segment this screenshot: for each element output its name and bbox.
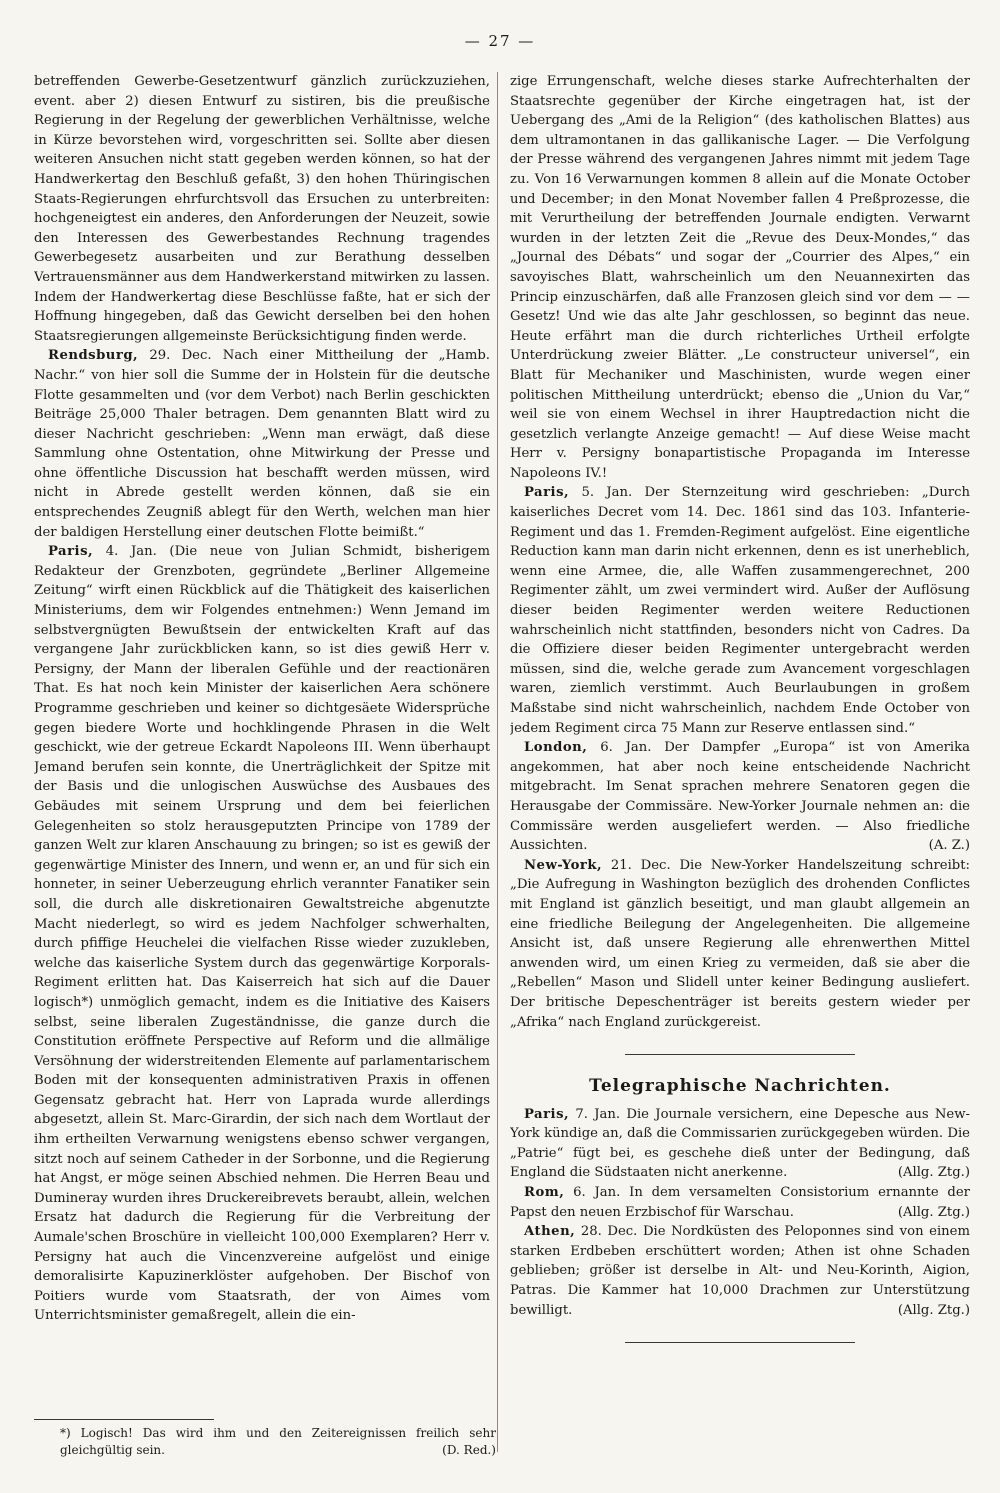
- dateline: New-York,: [524, 857, 603, 873]
- dateline: Paris,: [48, 544, 94, 560]
- article-rendsburg: [34, 346, 490, 542]
- dateline: Paris,: [524, 485, 570, 501]
- source-attribution: (Allg. Ztg.): [897, 1302, 970, 1318]
- left-column: [34, 72, 490, 1432]
- right-column: [510, 72, 970, 1432]
- telegram-athen: [510, 1222, 970, 1320]
- source-attribution: (A. Z.): [928, 838, 970, 854]
- footnote-source: (D. Red.): [442, 1443, 496, 1457]
- footnote-text: *) Logisch! Das wird ihm und den Zeitereignissen freilich sehr gleichgültig sein.: [60, 1426, 496, 1457]
- end-divider: [625, 1342, 855, 1343]
- article-new-york: [510, 856, 970, 1032]
- footnote: [60, 1425, 496, 1459]
- telegram-rom: [510, 1183, 970, 1222]
- article-paris-5-jan: [510, 483, 970, 738]
- article-text: 6. Jan. In dem versamelten Consistorium ernannte der Papst den neuen Erzbischof für Warschau.: [510, 1185, 970, 1220]
- section-title: Telegraphische Nachrichten.: [589, 1076, 891, 1097]
- dateline: Athen,: [524, 1224, 576, 1240]
- source-attribution: (Allg. Ztg.): [897, 1165, 970, 1181]
- article-text: 4. Jan. (Die neue von Julian Schmidt, bisherigem Redakteur der Grenzboten, gegründete „Berliner Allgemeine Zeitung“ wirft einen Rückblick auf die Thätigkeit des kaiserlichen Ministeriums, dem wir Folgendes entnehmen:) Wenn Jemand im selbstvergnügten Bewußtsein der entwickelten Kraft auf das vergangene Jahr zurückblicken kann, so ist dies gewiß Herr v. Persigny, der Mann der liberalen Gefühle und der reactionären That. Es hat noch kein Minister der kaiserlichen Aera schönere Programme geschrieben und keiner so dichtgesäete Widersprüche gegen biedere Worte und hochklingende Phrasen in die Welt geschickt, wie der getreue Eckardt Napoleons III. Wenn überhaupt Jemand berufen sein konnte, die Unerträglichkeit der Spitze mit der Basis und die unlogischen Auswüchse des Ausbaues des Gebäudes mit seinem Ursprung und dem bei feierlichen Gelegenheiten so stolz herausgeputzten Principe von 1789 der ganzen Welt zur klaren Anschauung zu bringen; so ist es gewiß der gegenwärtige Minister des Innern, und wenn er, an und für sich ein honneter, in seiner Ueberzeugung ehrlich verannter Fanatiker sein soll, die durch alle diskretionairen Gewaltstreiche abgenutzte Macht niederlegt, so wird es jedem Nachfolger schwerhalten, durch pfiffige Heuchelei die vielfachen Risse wieder zuzukleben, welche das kaiserliche System durch das gegenwärtige Korporals-Regiment erlitten hat. Das Kaiserreich hat sich auf die Dauer logisch*) unmöglich gemacht, indem es die Initiative des Kaisers selbst, seine liberalen Zugeständnisse, die ganze durch die Constitution eröffnete Perspective auf Reform und die allmälige Versöhnung der widerstreitenden Elemente auf parlamentarischem Boden mit der konsequenten administrativen Praxis in offenen Gegensatz gebracht hat. Herr von Laprada wurde allerdings abgesetzt, allein St. Marc-Girardin, der sich nach dem Wortlaut der ihm ertheilten Verwarnung wenigstens ebenso schwer vergangen, sitzt noch auf seinem Catheder in der Sorbonne, und die Regierung hat Angst, er möge seinen Abschied nehmen. Die Herren Beau und Dumineray wurden ihres Druckereibrevets beraubt, allein, welchen Ersatz hat dadurch die Regierung für die Verbreitung der Aumale'schen Broschüre in vielleicht 100,000 Exemplaren? Herr v. Persigny hat auch die Vincenzvereine aufgelöst und einige demoralisirte Kapuzinerklöster aufgehoben. Der Bischof von Poitiers wurde vom Staatsrath, der von Aimes vom Unterrichtsminister gemaßregelt, allein die ein-: [34, 544, 490, 1324]
- article-text: 5. Jan. Der Sternzeitung wird geschrieben: „Durch kaiserliches Decret vom 14. Dec. 1861 sind das 103. Infanterie-Regiment und das 1. Fremden-Regiment aufgelöst. Eine eigentliche Reduction kann man darin nicht erkennen, denn es ist unerheblich, wenn eine Armee, die, alle Waffen zusammengerechnet, 200 Regimenter zählt, um zwei vermindert wird. Außer der Auflösung dieser beiden Regimenter werden weitere Reductionen wahrscheinlich nicht stattfinden, besonders nicht von Cadres. Da die Offiziere dieser beiden Regimenter untergebracht werden müssen, sind die, welche gerade zum Avancement vorgeschlagen waren, ziemlich verstimmt. Auch Beurlaubungen in großem Maßstabe sind nicht wahrscheinlich, nachdem Ende October von jedem Regiment circa 75 Mann zur Reserve entlassen sind.“: [510, 485, 970, 736]
- column-divider: [497, 72, 498, 1452]
- dateline: Rom,: [524, 1185, 565, 1201]
- dateline: London,: [524, 740, 588, 756]
- article-text: 21. Dec. Die New-Yorker Handelszeitung schreibt: „Die Aufregung in Washington bezüglich des drohenden Conflictes mit England ist gänzlich beseitigt, und man glaubt allgemein an eine friedliche Beilegung der Angelegenheiten. Die allgemeine Ansicht ist, daß unsere Regierung alle ehrenwerthen Mittel anwenden wird, um einen Krieg zu vermeiden, daß sie aber die „Rebellen“ Mason und Slidell unter keiner Bedingung ausliefert. Der britische Depeschenträger ist bereits gestern wieder per „Afrika“ nach England zurückgereist.: [510, 857, 970, 1030]
- article-paris-4-jan: [34, 542, 490, 1326]
- article-paragraph: betreffenden Gewerbe-Gesetzentwurf gänzlich zurückzuziehen, event. aber 2) diesen Entwurf zu sistiren, bis die preußische Regierung in der Regelung der gewerblichen Verhältnisse, welche in Kürze bevorstehen wird, vorgeschritten sei. Sollte aber diesen weiteren Ansuchen nicht statt gegeben werden können, so hat der Handwerkertag den Beschluß gefaßt, 3) den hohen Thüringischen Staats-Regierungen ehrfurchtsvoll das Ersuchen zu unterbreiten: hochgeneigtest ein anderes, den Anforderungen der Neuzeit, sowie den Interessen des Gewerbestandes Rechnung tragendes Gewerbegesetz ausarbeiten und zur Berathung desselben Vertrauensmänner aus dem Handwerkerstand mitwirken zu lassen. Indem der Handwerkertag diese Beschlüsse faßte, hat er sich der Hoffnung hingegeben, daß das Gewicht derselben bei den hohen Staatsregierungen allgemeinste Berücksichtigung finden werde.: [34, 74, 490, 344]
- article-text: 7. Jan. Die Journale versichern, eine Depesche aus New-York kündige an, daß die Commissarien zurückgegeben würden. Die „Patrie“ fügt bei, es geschehe dieß unter der Bedingung, daß England die Südstaaten nicht anerkenne.: [510, 1106, 970, 1181]
- article-text: 28. Dec. Die Nordküsten des Peloponnes sind von einem starken Erdbeben erschüttert worden; Athen ist ohne Schaden geblieben; größer ist derselbe in Alt- und Neu-Korinth, Aigion, Patras. Die Kammer hat 10,000 Drachmen zur Unterstützung bewilligt.: [510, 1224, 970, 1318]
- article-text: 29. Dec. Nach einer Mittheilung der „Hamb. Nachr.“ von hier soll die Summe der in Holstein für die deutsche Flotte gesammelten und (vor dem Verbot) nach Berlin geschickten Beiträge 25,000 Thaler betragen. Dem genannten Blatt wird zu dieser Nachricht geschrieben: „Wenn man erwägt, daß diese Sammlung ohne Ostentation, ohne Mitwirkung der Presse und ohne öffentliche Discussion hat beschafft werden müssen, wird nicht in Abrede gestellt werden können, daß sie ein entsprechendes Zeugniß ablegt für den Werth, welchen man hier der baldigen Herstellung einer deutschen Flotte beimißt.“: [34, 348, 490, 540]
- dateline: Rendsburg,: [48, 348, 139, 364]
- article-london: [510, 738, 970, 856]
- page-number: — 27 —: [464, 32, 536, 50]
- article-text: 6. Jan. Der Dampfer „Europa“ ist von Amerika angekommen, hat aber noch keine entscheidende Nachricht mitgebracht. Im Senat sprachen mehrere Senatoren gegen die Herausgabe der Commissäre. New-Yorker Journale nehmen an: die Commissäre werden ausgeliefert werden. — Also friedliche Aussichten.: [510, 740, 970, 854]
- dateline: Paris,: [524, 1106, 570, 1122]
- telegram-paris: [510, 1105, 970, 1183]
- article-paragraph: zige Errungenschaft, welche dieses starke Aufrechterhalten der Staatsrechte gegenüber der Kirche eingetragen hat, ist der Uebergang des „Ami de la Religion“ (des katholischen Blattes) aus dem ultramontanen in das gallikanische Lager. — Die Verfolgung der Presse während des vergangenen Jahres nimmt mit jedem Tage zu. Von 16 Verwarnungen kommen 8 allein auf die Monate October und December; in den Monat November fallen 4 Preßprozesse, die mit Verurtheilung der betreffenden Journale endigten. Verwarnt wurden in der letzten Zeit die „Revue des Deux-Mondes,“ das „Journal des Débats“ und sogar der „Courrier des Alpes,“ ein savoyisches Blatt, wahrscheinlich um den Neuannexirten das Princip einzuschärfen, daß alle Franzosen gleich sind vor dem — — Gesetz! Und wie das alte Jahr geschlossen, so beginnt das neue. Heute erfährt man die durch richterliches Urtheil erfolgte Unterdrückung zweier Blätter. „Le constructeur universel“, ein Blatt für Mechaniker und Maschinisten, wurde wegen einer politischen Mittheilung unterdrückt; ebenso die „Union du Var,“ weil sie von einem Wechsel in ihrer Hauptredaction nicht die gesetzlich verlangte Anzeige gemacht! — Auf diese Weise macht Herr v. Persigny bonapartistische Propaganda im Interesse Napoleons IV.!: [510, 74, 970, 481]
- footnote-rule: [34, 1419, 214, 1420]
- source-attribution: (Allg. Ztg.): [897, 1204, 970, 1220]
- section-divider: [625, 1054, 855, 1055]
